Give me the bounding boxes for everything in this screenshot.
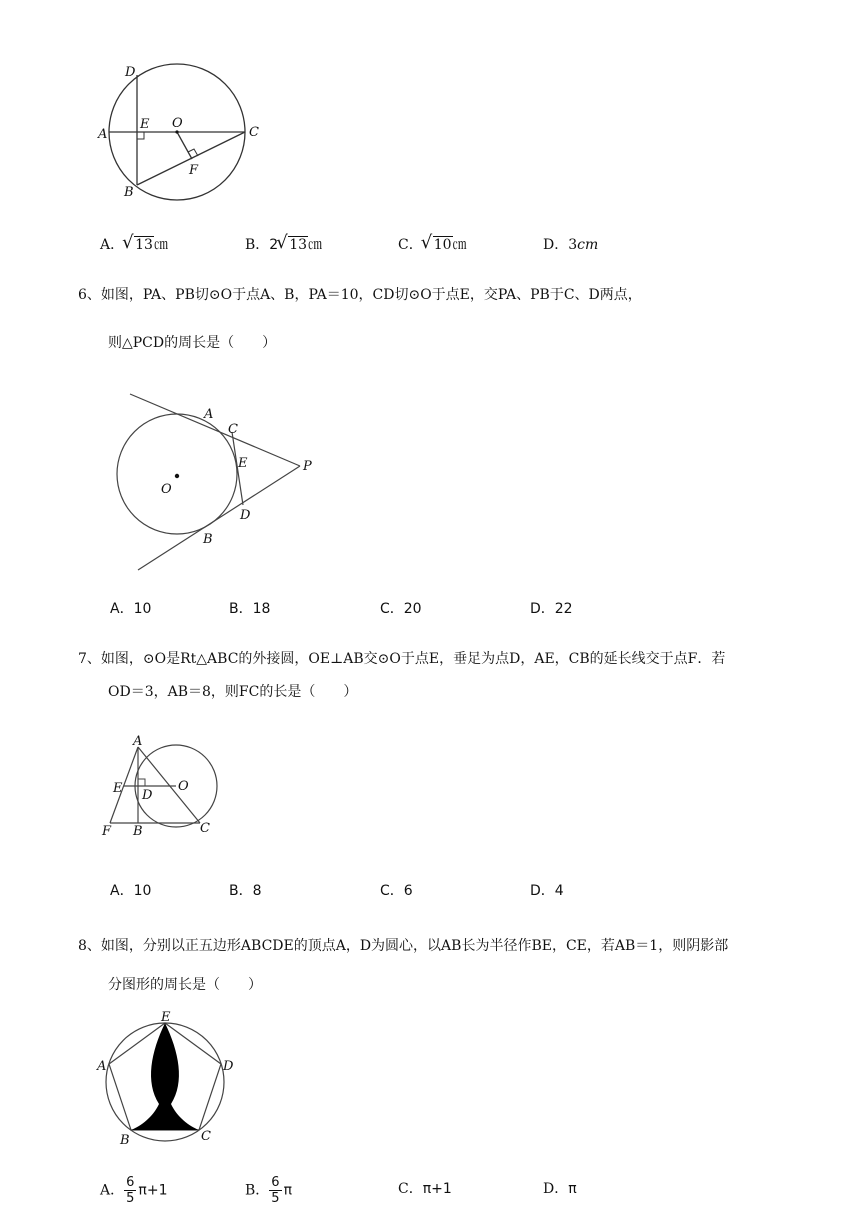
q7-option-b[interactable]: B．8 bbox=[229, 883, 262, 899]
q5-label-d: D bbox=[125, 65, 136, 80]
q5-label-b: B bbox=[124, 185, 134, 200]
q6-label-d: D bbox=[240, 508, 251, 523]
q5-label-a: A bbox=[98, 127, 108, 142]
q8-option-d[interactable]: D．π bbox=[543, 1181, 577, 1197]
q8-shaded-region bbox=[131, 1023, 199, 1130]
q6-label-b: B bbox=[203, 532, 213, 547]
q5-figure bbox=[95, 60, 285, 210]
q6-option-b[interactable]: B．18 bbox=[229, 601, 271, 617]
q5-option-b[interactable]: B．2√ 13㎝ bbox=[245, 235, 322, 255]
q7-label-a: A bbox=[133, 734, 143, 749]
q8-label-a: A bbox=[97, 1059, 107, 1074]
q5-label-o: O bbox=[172, 116, 183, 131]
q6-option-d[interactable]: D．22 bbox=[530, 601, 573, 617]
q7-stem-line2: OD＝3，AB＝8，则FC的长是（ ） bbox=[108, 684, 358, 700]
q7-option-a[interactable]: A．10 bbox=[110, 883, 152, 899]
q7-label-b: B bbox=[133, 824, 143, 839]
q7-option-c[interactable]: C．6 bbox=[380, 883, 413, 899]
q5-label-e: E bbox=[140, 117, 150, 132]
q5-option-c[interactable]: C．√ 10㎝ bbox=[398, 235, 467, 255]
q6-stem-line1: 6、如图，PA、PB切⊙O于点A、B，PA＝10，CD切⊙O于点E，交PA、PB于C、D两点， bbox=[78, 287, 642, 303]
q8-label-d: D bbox=[223, 1059, 234, 1074]
q7-figure bbox=[98, 735, 228, 845]
q6-label-c: C bbox=[228, 422, 238, 437]
q6-figure bbox=[110, 390, 330, 575]
q7-label-c: C bbox=[200, 821, 210, 836]
q6-label-p: P bbox=[303, 459, 312, 474]
q8-stem-line2: 分图形的周长是（ ） bbox=[108, 977, 262, 993]
q7-label-f: F bbox=[102, 824, 112, 839]
q8-figure bbox=[95, 1012, 245, 1152]
q5-segment-of bbox=[177, 132, 192, 159]
q7-label-e: E bbox=[113, 781, 123, 796]
q8-label-e: E bbox=[161, 1010, 171, 1025]
q5-label-f: F bbox=[189, 163, 199, 178]
q6-tangent-pa bbox=[130, 394, 300, 466]
q6-label-o: O bbox=[161, 482, 172, 497]
q6-option-c[interactable]: C．20 bbox=[380, 601, 422, 617]
q8-option-c[interactable]: C．π+1 bbox=[398, 1181, 452, 1197]
q8-label-b: B bbox=[120, 1133, 130, 1148]
q8-option-b[interactable]: B． $\frac{6}{5}$ π bbox=[245, 1175, 293, 1206]
q6-stem-line2: 则△PCD的周长是（ ） bbox=[108, 335, 277, 351]
q7-right-angle-d bbox=[138, 779, 145, 786]
q5-option-d[interactable]: D．3cm bbox=[543, 237, 599, 253]
q8-label-c: C bbox=[201, 1129, 211, 1144]
q7-option-d[interactable]: D．4 bbox=[530, 883, 564, 899]
q5-option-a[interactable]: A．√ 13㎝ bbox=[100, 235, 168, 255]
q8-option-a[interactable]: A． $\frac{6}{5}$ π+1 bbox=[100, 1175, 168, 1206]
q7-label-o: O bbox=[178, 779, 189, 794]
q5-label-c: C bbox=[249, 125, 259, 140]
q7-label-d: D bbox=[142, 788, 153, 803]
q8-stem-line1: 8、如图，分别以正五边形ABCDE的顶点A，D为圆心，以AB长为半径作BE，CE，若AB＝1，则阴影部 bbox=[78, 938, 729, 954]
q5-right-angle-e bbox=[137, 132, 144, 139]
q7-line-ac bbox=[138, 747, 200, 823]
q6-label-e: E bbox=[238, 456, 248, 471]
q6-option-a[interactable]: A．10 bbox=[110, 601, 152, 617]
q6-label-a: A bbox=[204, 407, 214, 422]
q7-stem-line1: 7、如图，⊙O是Rt△ABC的外接圆，OE⊥AB交⊙O于点E，垂足为点D，AE，CB的延长线交于点F．若 bbox=[78, 651, 726, 667]
